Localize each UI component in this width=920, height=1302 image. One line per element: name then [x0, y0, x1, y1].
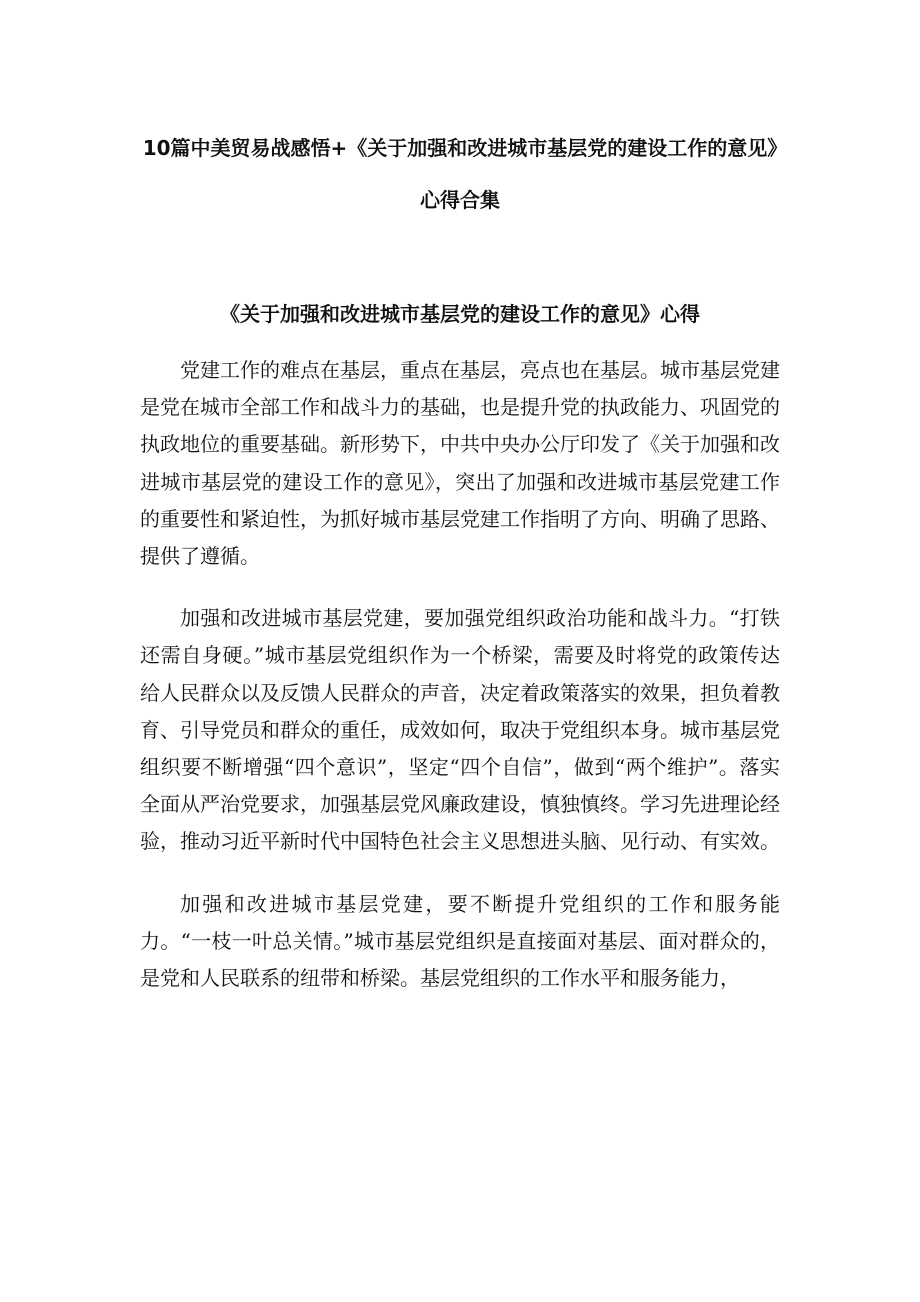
paragraph-3: 加强和改进城市基层党建，要不断提升党组织的工作和服务能力。“一枝一叶总关情。”城市基层党组织是直接面对基层、面对群众的，是党和人民联系的纽带和桥梁。基层党组织的工作水平和服务能力， — [140, 891, 780, 991]
paragraph-1: 党建工作的难点在基层，重点在基层，亮点也在基层。城市基层党建是党在城市全部工作和战斗力的基础，也是提升党的执政能力、巩固党的执政地位的重要基础。新形势下，中共中央办公厅印发了《关于加强和改进城市基层党的建设工作的意见》，突出了加强和改进城市基层党建工作的重要性和紧迫性，为抓好城市基层党建工作指明了方向、明确了思路、提供了遵循。 — [140, 358, 780, 569]
paragraph-2: 加强和改进城市基层党建，要加强党组织政治功能和战斗力。“打铁还需自身硬。”城市基层党组织作为一个桥梁，需要及时将党的政策传达给人民群众以及反馈人民群众的声音，决定着政策落实的效果，担负着教育、引导党员和群众的重任，成效如何，取决于党组织本身。城市基层党组织要不断增强“四个意识”，坚定“四个自信”，做到“两个维护”。落实全面从严治党要求，加强基层党风廉政建设，慎独慎终。学习先进理论经验，推动习近平新时代中国特色社会主义思想进头脑、见行动、有实效。 — [140, 606, 780, 854]
document-body — [140, 352, 780, 1022]
document-title: 10篇中美贸易战感悟+《关于加强和改进城市基层党的建设工作的意见》心得合集 — [142, 136, 778, 212]
section-title: 《关于加强和改进城市基层党的建设工作的意见》心得 — [220, 302, 700, 326]
